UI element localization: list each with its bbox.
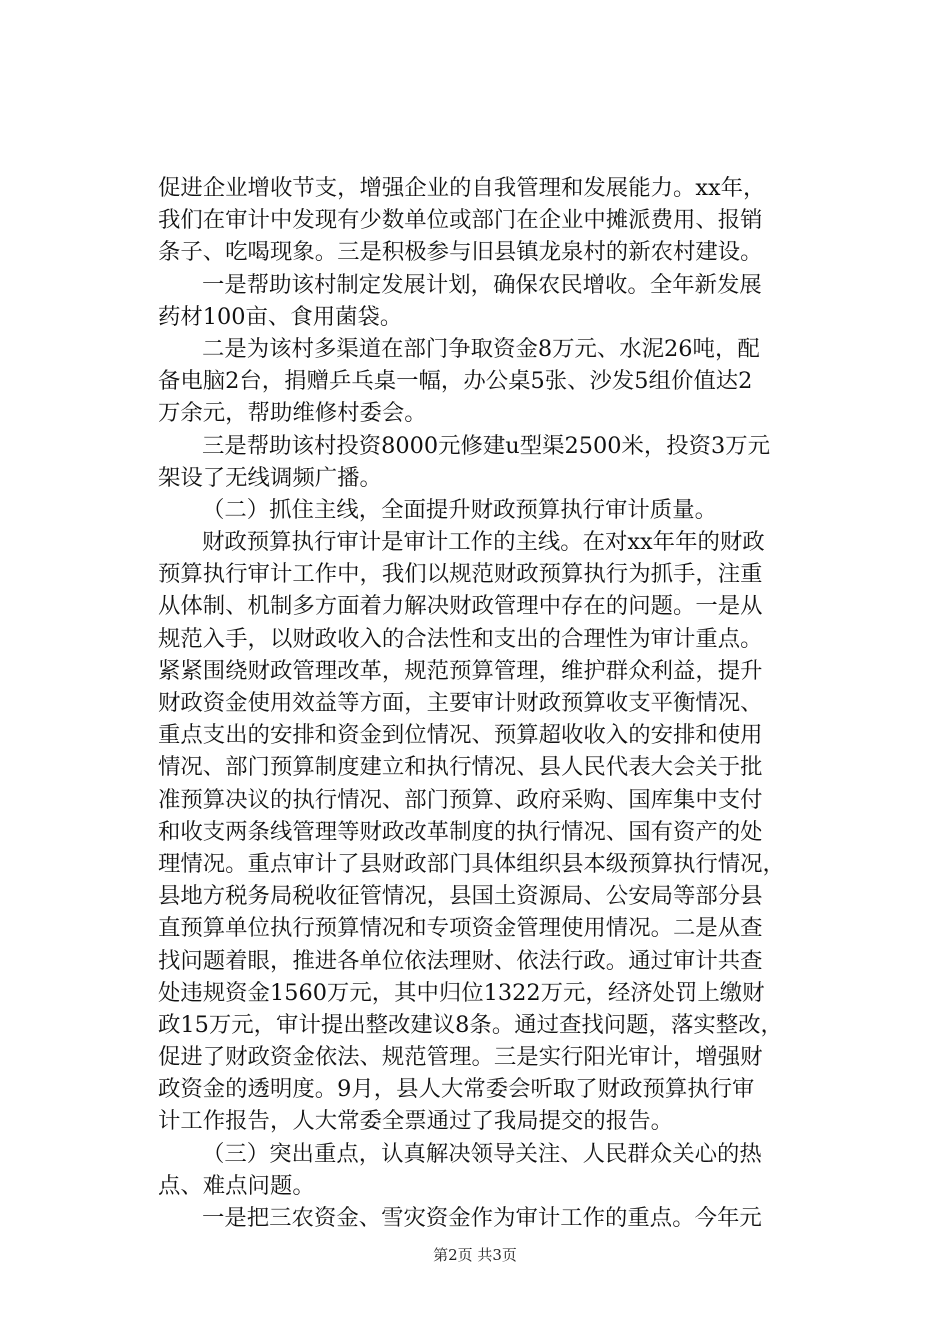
text-line: （三）突出重点，认真解决领导关注、人民群众关心的热 bbox=[202, 1140, 762, 1167]
text-line: 三是帮助该村投资8000元修建u型渠2500米，投资3万元 bbox=[202, 432, 771, 459]
text-line: 点、难点问题。 bbox=[158, 1172, 315, 1199]
page-footer: 第2页 共3页 bbox=[433, 1246, 517, 1264]
text-line: 促进了财政资金依法、规范管理。三是实行阳光审计，增强财 bbox=[158, 1044, 763, 1071]
text-line: 计工作报告，人大常委全票通过了我局提交的报告。 bbox=[158, 1108, 673, 1135]
text-line: 药材100亩、食用菌袋。 bbox=[158, 303, 403, 330]
text-line: 一是把三农资金、雪灾资金作为审计工作的重点。今年元 bbox=[202, 1205, 762, 1231]
text-line: 二是为该村多渠道在部门争取资金8万元、水泥26吨，配 bbox=[202, 335, 760, 362]
document-body bbox=[158, 172, 838, 1234]
text-line: 紧紧围绕财政管理改革，规范预算管理，维护群众利益，提升 bbox=[158, 657, 763, 684]
text-line: 县地方税务局税收征管情况，县国土资源局、公安局等部分县 bbox=[158, 883, 763, 910]
text-line: 一是帮助该村制定发展计划，确保农民增收。全年新发展 bbox=[202, 271, 762, 298]
text-line: 政15万元，审计提出整改建议8条。通过查找问题，落实整改， bbox=[158, 1011, 783, 1038]
text-line: 我们在审计中发现有少数单位或部门在企业中摊派费用、报销 bbox=[158, 207, 763, 234]
text-line: 情况、部门预算制度建立和执行情况、县人民代表大会关于批 bbox=[158, 754, 763, 781]
text-line: 架设了无线调频广播。 bbox=[158, 464, 382, 491]
text-line: 条子、吃喝现象。三是积极参与旧县镇龙泉村的新农村建设。 bbox=[158, 239, 763, 266]
text-line: 万余元，帮助维修村委会。 bbox=[158, 400, 427, 427]
text-line: 直预算单位执行预算情况和专项资金管理使用情况。二是从查 bbox=[158, 915, 763, 942]
text-line: 政资金的透明度。9月，县人大常委会听取了财政预算执行审 bbox=[158, 1076, 755, 1103]
text-line: 理情况。重点审计了县财政部门具体组织县本级预算执行情况， bbox=[158, 850, 785, 877]
text-line: 规范入手，以财政收入的合法性和支出的合理性为审计重点。 bbox=[158, 625, 763, 652]
text-line: 财政资金使用效益等方面，主要审计财政预算收支平衡情况、 bbox=[158, 690, 763, 716]
text-line: （二）抓住主线，全面提升财政预算执行审计质量。 bbox=[202, 496, 717, 523]
text-line: 准预算决议的执行情况、部门预算、政府采购、国库集中支付 bbox=[158, 786, 763, 813]
text-line: 财政预算执行审计是审计工作的主线。在对xx年年的财政 bbox=[202, 529, 765, 556]
text-line: 备电脑2台，捐赠乒乓桌一幅，办公桌5张、沙发5组价值达2 bbox=[158, 368, 753, 395]
text-line: 处违规资金1560万元，其中归位1322万元，经济处罚上缴财 bbox=[158, 979, 765, 1006]
text-line: 从体制、机制多方面着力解决财政管理中存在的问题。一是从 bbox=[158, 593, 763, 620]
text-line: 促进企业增收节支，增强企业的自我管理和发展能力。xx年， bbox=[158, 175, 766, 201]
text-line: 重点支出的安排和资金到位情况、预算超收收入的安排和使用 bbox=[158, 722, 763, 749]
text-line: 和收支两条线管理等财政改革制度的执行情况、国有资产的处 bbox=[158, 818, 763, 845]
text-line: 找问题着眼，推进各单位依法理财、依法行政。通过审计共查 bbox=[158, 947, 763, 974]
text-line: 预算执行审计工作中，我们以规范财政预算执行为抓手，注重 bbox=[158, 561, 763, 588]
